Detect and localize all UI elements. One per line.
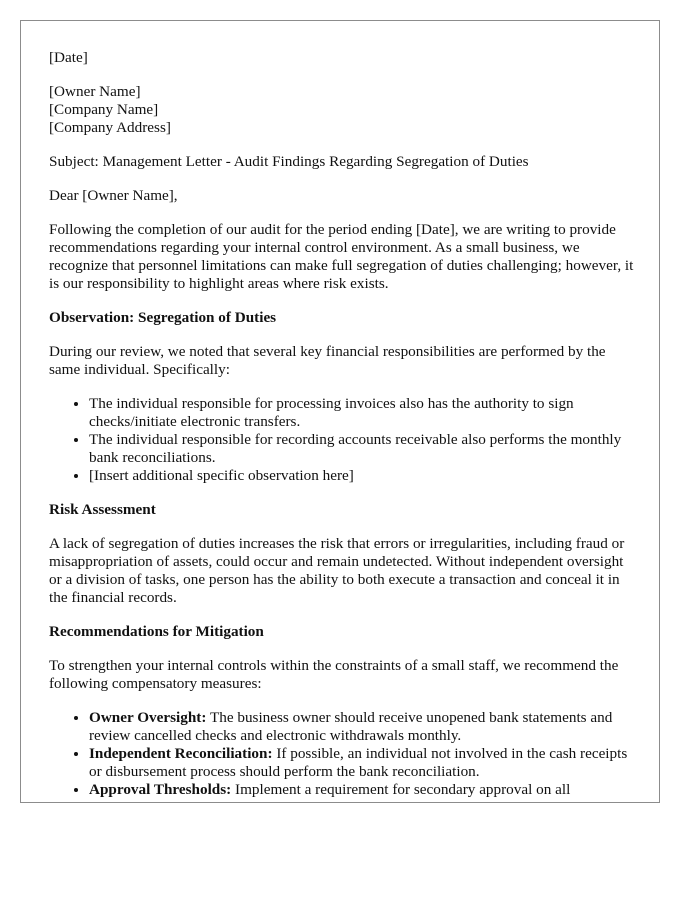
letter-content bbox=[49, 49, 634, 803]
observation-body: During our review, we noted that several key financial responsibilities are performed by the same individual. Specifically: bbox=[49, 343, 606, 378]
risk-body: A lack of segregation of duties increases the risk that errors or irregularities, including fraud or misappropriation of assets, could occur and remain undetected. Without independent oversight or a division of tasks, one person has the ability to both execute a transaction and conceal it in the financial records. bbox=[49, 535, 625, 606]
recommendation-text: The business owner should receive unopened bank statements and review cancelled checks and electronic withdrawals monthly. bbox=[89, 709, 613, 744]
recommendation-item bbox=[89, 781, 634, 799]
recommendation-item bbox=[89, 745, 634, 781]
recommendations-body: To strengthen your internal controls within the constraints of a small staff, we recommend the following compensatory measures: bbox=[49, 657, 619, 692]
observation-list bbox=[49, 395, 634, 485]
letter-page bbox=[20, 20, 660, 803]
observation-heading: Observation: Segregation of Duties bbox=[49, 309, 277, 326]
recipient-owner-name: [Owner Name] bbox=[49, 83, 141, 100]
recommendations-heading: Recommendations for Mitigation bbox=[49, 623, 264, 640]
observation-item: • [Insert additional specific observation here] bbox=[89, 467, 634, 485]
observation-item: • The individual responsible for recording accounts receivable also performs the monthly bank reconciliations. bbox=[89, 431, 634, 467]
recipient-company-address: [Company Address] bbox=[49, 119, 171, 136]
letter-subject: Subject: Management Letter - Audit Findings Regarding Segregation of Duties bbox=[49, 153, 529, 170]
observation-item: • The individual responsible for processing invoices also has the authority to sign checks/initiate electronic transfers. bbox=[89, 395, 634, 431]
recommendations-list bbox=[49, 709, 634, 799]
recommendation-text: If possible, an individual not involved in the cash receipts or disbursement process should perform the bank reconciliation. bbox=[89, 745, 628, 780]
recommendation-title: Owner Oversight: bbox=[89, 709, 207, 726]
letter-salutation: Dear [Owner Name], bbox=[49, 187, 178, 204]
recipient-address-block bbox=[49, 83, 634, 137]
letter-intro: Following the completion of our audit for the period ending [Date], we are writing to provide recommendations regarding your internal control environment. As a small business, we recognize that personnel limitations can make full segregation of duties challenging; however, it is our responsibility to highlight areas where risk exists. bbox=[49, 221, 634, 292]
letter-date: [Date] bbox=[49, 49, 88, 66]
recipient-company-name: [Company Name] bbox=[49, 101, 159, 118]
recommendation-item bbox=[89, 709, 634, 745]
recommendation-title: Approval Thresholds: bbox=[89, 781, 232, 798]
recommendation-title: Independent Reconciliation: bbox=[89, 745, 273, 762]
risk-heading: Risk Assessment bbox=[49, 501, 156, 518]
recommendation-text: Implement a requirement for secondary approval on all bbox=[231, 781, 571, 798]
